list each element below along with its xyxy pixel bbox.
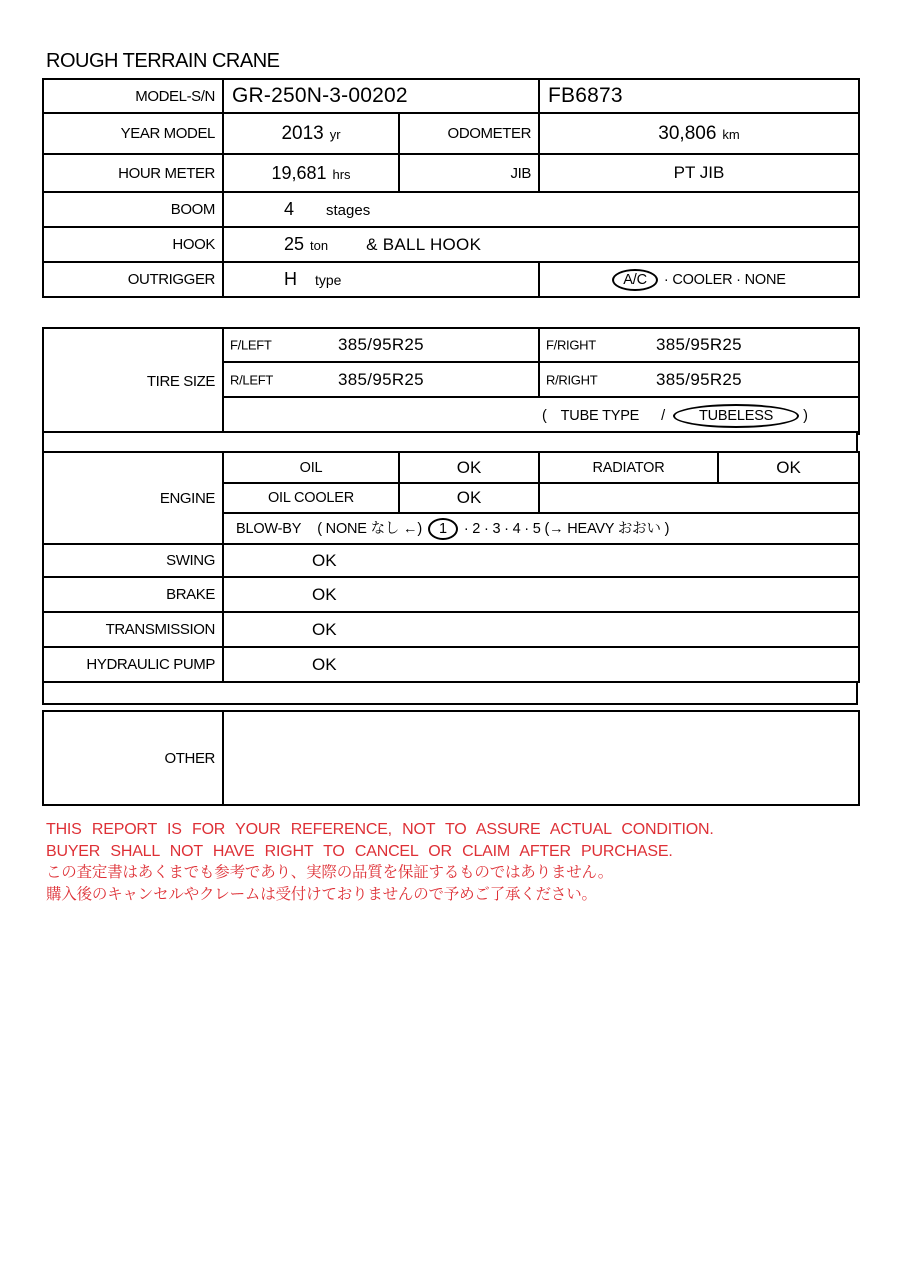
table-row (43, 262, 859, 297)
blow-by-cell (223, 513, 859, 544)
hour-meter-label: HOUR METER (43, 154, 223, 192)
engine-label: ENGINE (43, 452, 223, 544)
ac-options-cell (539, 262, 859, 297)
tire-rr-cell (539, 362, 859, 397)
tire-fr-size: 385/95R25 (656, 335, 742, 354)
table-row (43, 192, 859, 227)
disclaimer-block (46, 819, 714, 905)
other-value-cell (223, 711, 859, 805)
hook-unit: ton (310, 238, 329, 253)
boom-unit: stages (326, 202, 371, 219)
odometer-value (539, 113, 859, 154)
hook-label: HOOK (43, 227, 223, 262)
other-table (42, 710, 860, 806)
hydraulic-pump-status: OK (223, 647, 859, 682)
swing-status: OK (223, 544, 859, 577)
oil-status: OK (399, 452, 539, 483)
blow-by-scale-end: · 2 · 3 · 4 · 5 (→ HEAVY おおい ) (463, 521, 670, 537)
table-row (43, 113, 859, 154)
tire-rl-pos: R/LEFT (230, 372, 273, 387)
odometer-unit: km (722, 126, 740, 142)
other-label: OTHER (43, 711, 223, 805)
jib-value: PT JIB (539, 154, 859, 192)
disclaimer-line-en-2: BUYER SHALL NOT HAVE RIGHT TO CANCEL OR CLAIM AFTER PURCHASE. (46, 842, 673, 860)
table-row (43, 612, 859, 647)
engine-table (42, 451, 860, 683)
hook-value (223, 227, 859, 262)
table-row (43, 711, 859, 805)
tire-size-label: TIRE SIZE (43, 328, 223, 434)
boom-label: BOOM (43, 192, 223, 227)
boom-value (223, 192, 859, 227)
engine-empty-cell (539, 483, 859, 513)
table-row (43, 328, 859, 362)
tire-fr-pos: F/RIGHT (546, 337, 596, 353)
tube-type-label: TUBE TYPE (560, 407, 640, 424)
hour-number: 19,681 (271, 162, 327, 183)
blow-by-label: BLOW-BY (236, 521, 302, 537)
outrigger-letter: H (284, 269, 297, 289)
disclaimer-line-en-1: THIS REPORT IS FOR YOUR REFERENCE, NOT TO ASSURE ACTUAL CONDITION. (46, 821, 714, 838)
disclaimer-line-jp-2: 購入後のキャンセルやクレームは受付けておりませんので予めご了承ください。 (46, 885, 597, 903)
table-row (43, 227, 859, 262)
outrigger-value (223, 262, 539, 297)
hook-extra: & BALL HOOK (366, 235, 482, 254)
tube-slash: / (661, 407, 665, 424)
tire-fl-size: 385/95R25 (338, 335, 424, 354)
transmission-label: TRANSMISSION (43, 612, 223, 647)
swing-label: SWING (43, 544, 223, 577)
ac-options-rest: · COOLER · NONE (663, 271, 786, 288)
oil-cooler-status: OK (399, 483, 539, 513)
tire-table (42, 327, 860, 435)
spec-table (42, 78, 860, 298)
hour-unit: hrs (332, 166, 351, 182)
table-row (43, 79, 859, 113)
outrigger-unit: type (315, 272, 342, 288)
odometer-label: ODOMETER (399, 113, 539, 154)
serial-value: FB6873 (539, 79, 859, 113)
table-row (43, 544, 859, 577)
divider-band (42, 681, 858, 705)
outrigger-label: OUTRIGGER (43, 262, 223, 297)
blow-by-scale-start: ( NONE なし ←) (317, 521, 422, 537)
hour-meter-value (223, 154, 399, 192)
transmission-status: OK (223, 612, 859, 647)
tube-type-cell (223, 397, 859, 434)
page-title: ROUGH TERRAIN CRANE (46, 50, 280, 72)
oil-cooler-label: OIL COOLER (223, 483, 399, 513)
year-model-value (223, 113, 399, 154)
tube-open-paren: ( (542, 407, 547, 424)
hydraulic-pump-label: HYDRAULIC PUMP (43, 647, 223, 682)
tire-fl-pos: F/LEFT (230, 337, 272, 353)
tire-rr-size: 385/95R25 (656, 369, 742, 389)
blow-by-rating-circle: 1 (428, 518, 458, 540)
table-row (43, 577, 859, 612)
brake-status: OK (223, 577, 859, 612)
jib-label: JIB (399, 154, 539, 192)
table-row (43, 647, 859, 682)
brake-label: BRAKE (43, 577, 223, 612)
ac-circle-mark: A/C (612, 269, 658, 291)
tubeless-circle-mark: TUBELESS (673, 404, 799, 428)
table-row (43, 154, 859, 192)
year-unit: yr (329, 126, 341, 142)
tire-rl-size: 385/95R25 (338, 369, 424, 389)
divider-band (42, 431, 858, 453)
odometer-number: 30,806 (658, 122, 717, 144)
model-sn-value: GR-250N-3-00202 (223, 79, 539, 113)
oil-label: OIL (223, 452, 399, 483)
table-row (43, 452, 859, 483)
tire-rl-cell (223, 362, 539, 397)
radiator-status: OK (718, 452, 859, 483)
year-model-label: YEAR MODEL (43, 113, 223, 154)
year-number: 2013 (281, 122, 324, 144)
tire-fr-cell (539, 328, 859, 362)
disclaimer-line-jp-1: この査定書はあくまでも参考であり、実際の品質を保証するものではありません。 (46, 864, 614, 881)
boom-number: 4 (284, 199, 295, 219)
tire-fl-cell (223, 328, 539, 362)
hook-number: 25 (284, 234, 305, 254)
model-sn-label: MODEL-S/N (43, 79, 223, 113)
tire-rr-pos: R/RIGHT (546, 372, 598, 387)
tube-close-paren: ) (803, 407, 808, 424)
radiator-label: RADIATOR (539, 452, 718, 483)
